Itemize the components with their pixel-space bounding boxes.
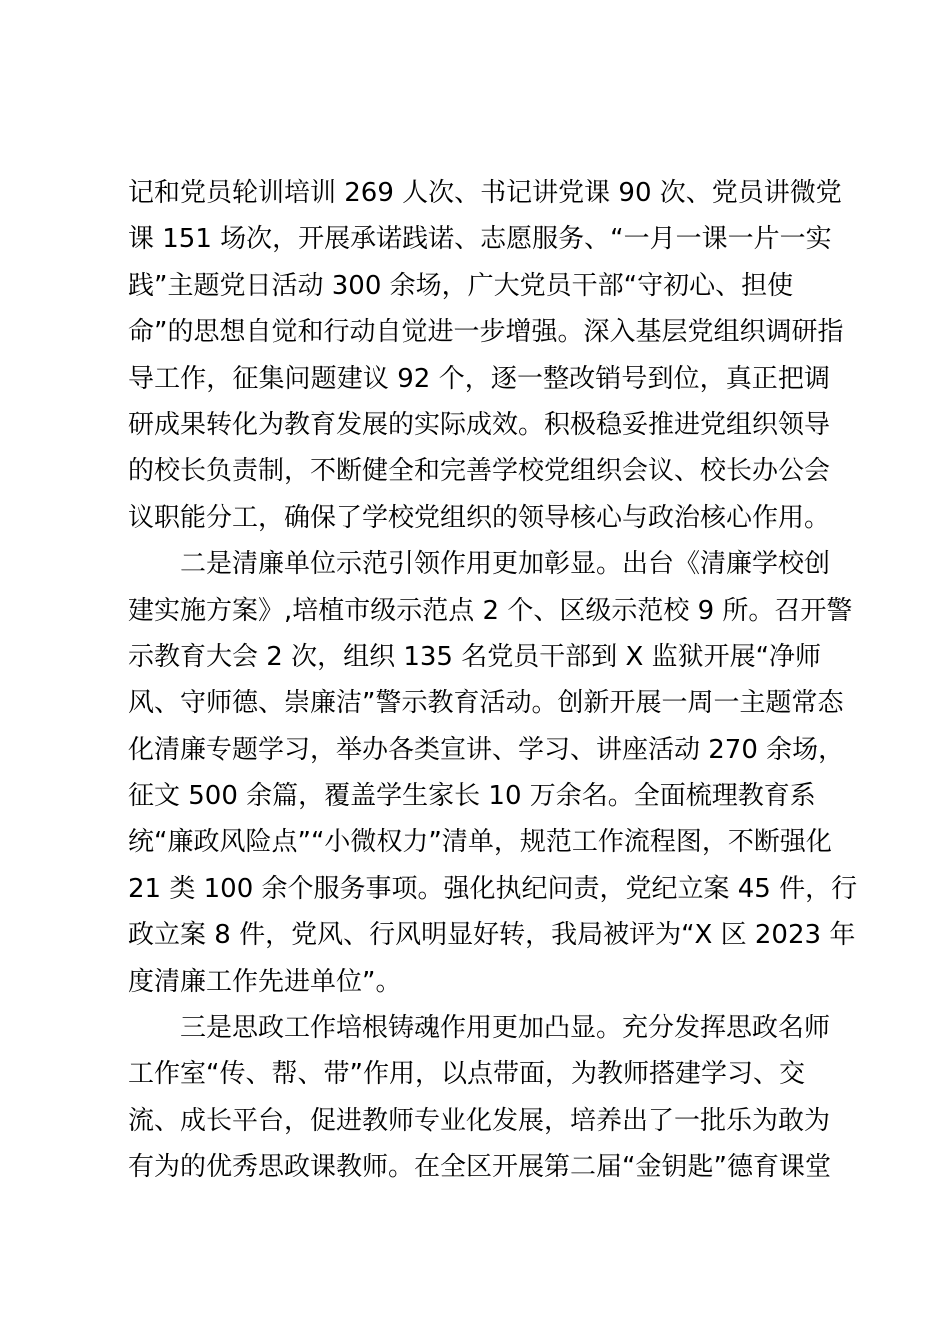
text-line: 有为的优秀思政课教师。在全区开展第二届“金钥匙”德育课堂: [128, 1152, 831, 1183]
text-line: 流、成长平台，促进教师专业化发展，培养出了一批乐为敢为: [128, 1105, 831, 1136]
document-body: [128, 170, 858, 1191]
text-line: 政立案 8 件，党风、行风明显好转，我局被评为“X 区 2023 年: [128, 920, 856, 951]
text-line: 风、守师德、崇廉洁”警示教育活动。创新开展一周一主题常态: [128, 688, 844, 719]
text-line: 工作室“传、帮、带”作用，以点带面，为教师搭建学习、交: [128, 1059, 805, 1090]
text-line: 践”主题党日活动 300 余场，广大党员干部“守初心、担使: [128, 270, 794, 301]
text-line: 记和党员轮训培训 269 人次、书记讲党课 90 次、党员讲微党: [128, 178, 842, 208]
text-line: 化清廉专题学习，举办各类宣讲、学习、讲座活动 270 余场，: [128, 734, 845, 765]
text-line: 度清廉工作先进单位”。: [128, 966, 402, 997]
text-line: 示教育大会 2 次，组织 135 名党员干部到 X 监狱开展“净师: [128, 641, 822, 672]
text-line: 命”的思想自觉和行动自觉进一步增强。深入基层党组织调研指: [128, 317, 844, 348]
text-line: 建实施方案》,培植市级示范点 2 个、区级示范校 9 所。召开警: [128, 595, 853, 626]
text-line: 研成果转化为教育发展的实际成效。积极稳妥推进党组织领导: [128, 409, 831, 440]
text-line: 统“廉政风险点”“小微权力”清单，规范工作流程图，不断强化: [128, 827, 832, 858]
paragraph-start-line: 三是思政工作培根铸魂作用更加凸显。充分发挥思政名师: [180, 1013, 831, 1044]
text-line: 的校长负责制，不断健全和完善学校党组织会议、校长办公会: [128, 456, 831, 487]
text-line: 导工作，征集问题建议 92 个，逐一整改销号到位，真正把调: [128, 363, 830, 394]
text-line: 征文 500 余篇，覆盖学生家长 10 万余名。全面梳理教育系: [128, 781, 816, 812]
text-line: 21 类 100 余个服务事项。强化执纪问责，党纪立案 45 件，行: [128, 873, 858, 904]
paragraph-start-line: 二是清廉单位示范引领作用更加彰显。出台《清廉学校创: [180, 549, 831, 580]
text-line: 议职能分工，确保了学校党组织的领导核心与政治核心作用。: [128, 502, 831, 533]
text-line: 课 151 场次，开展承诺践诺、志愿服务、“一月一课一片一实: [128, 224, 832, 255]
